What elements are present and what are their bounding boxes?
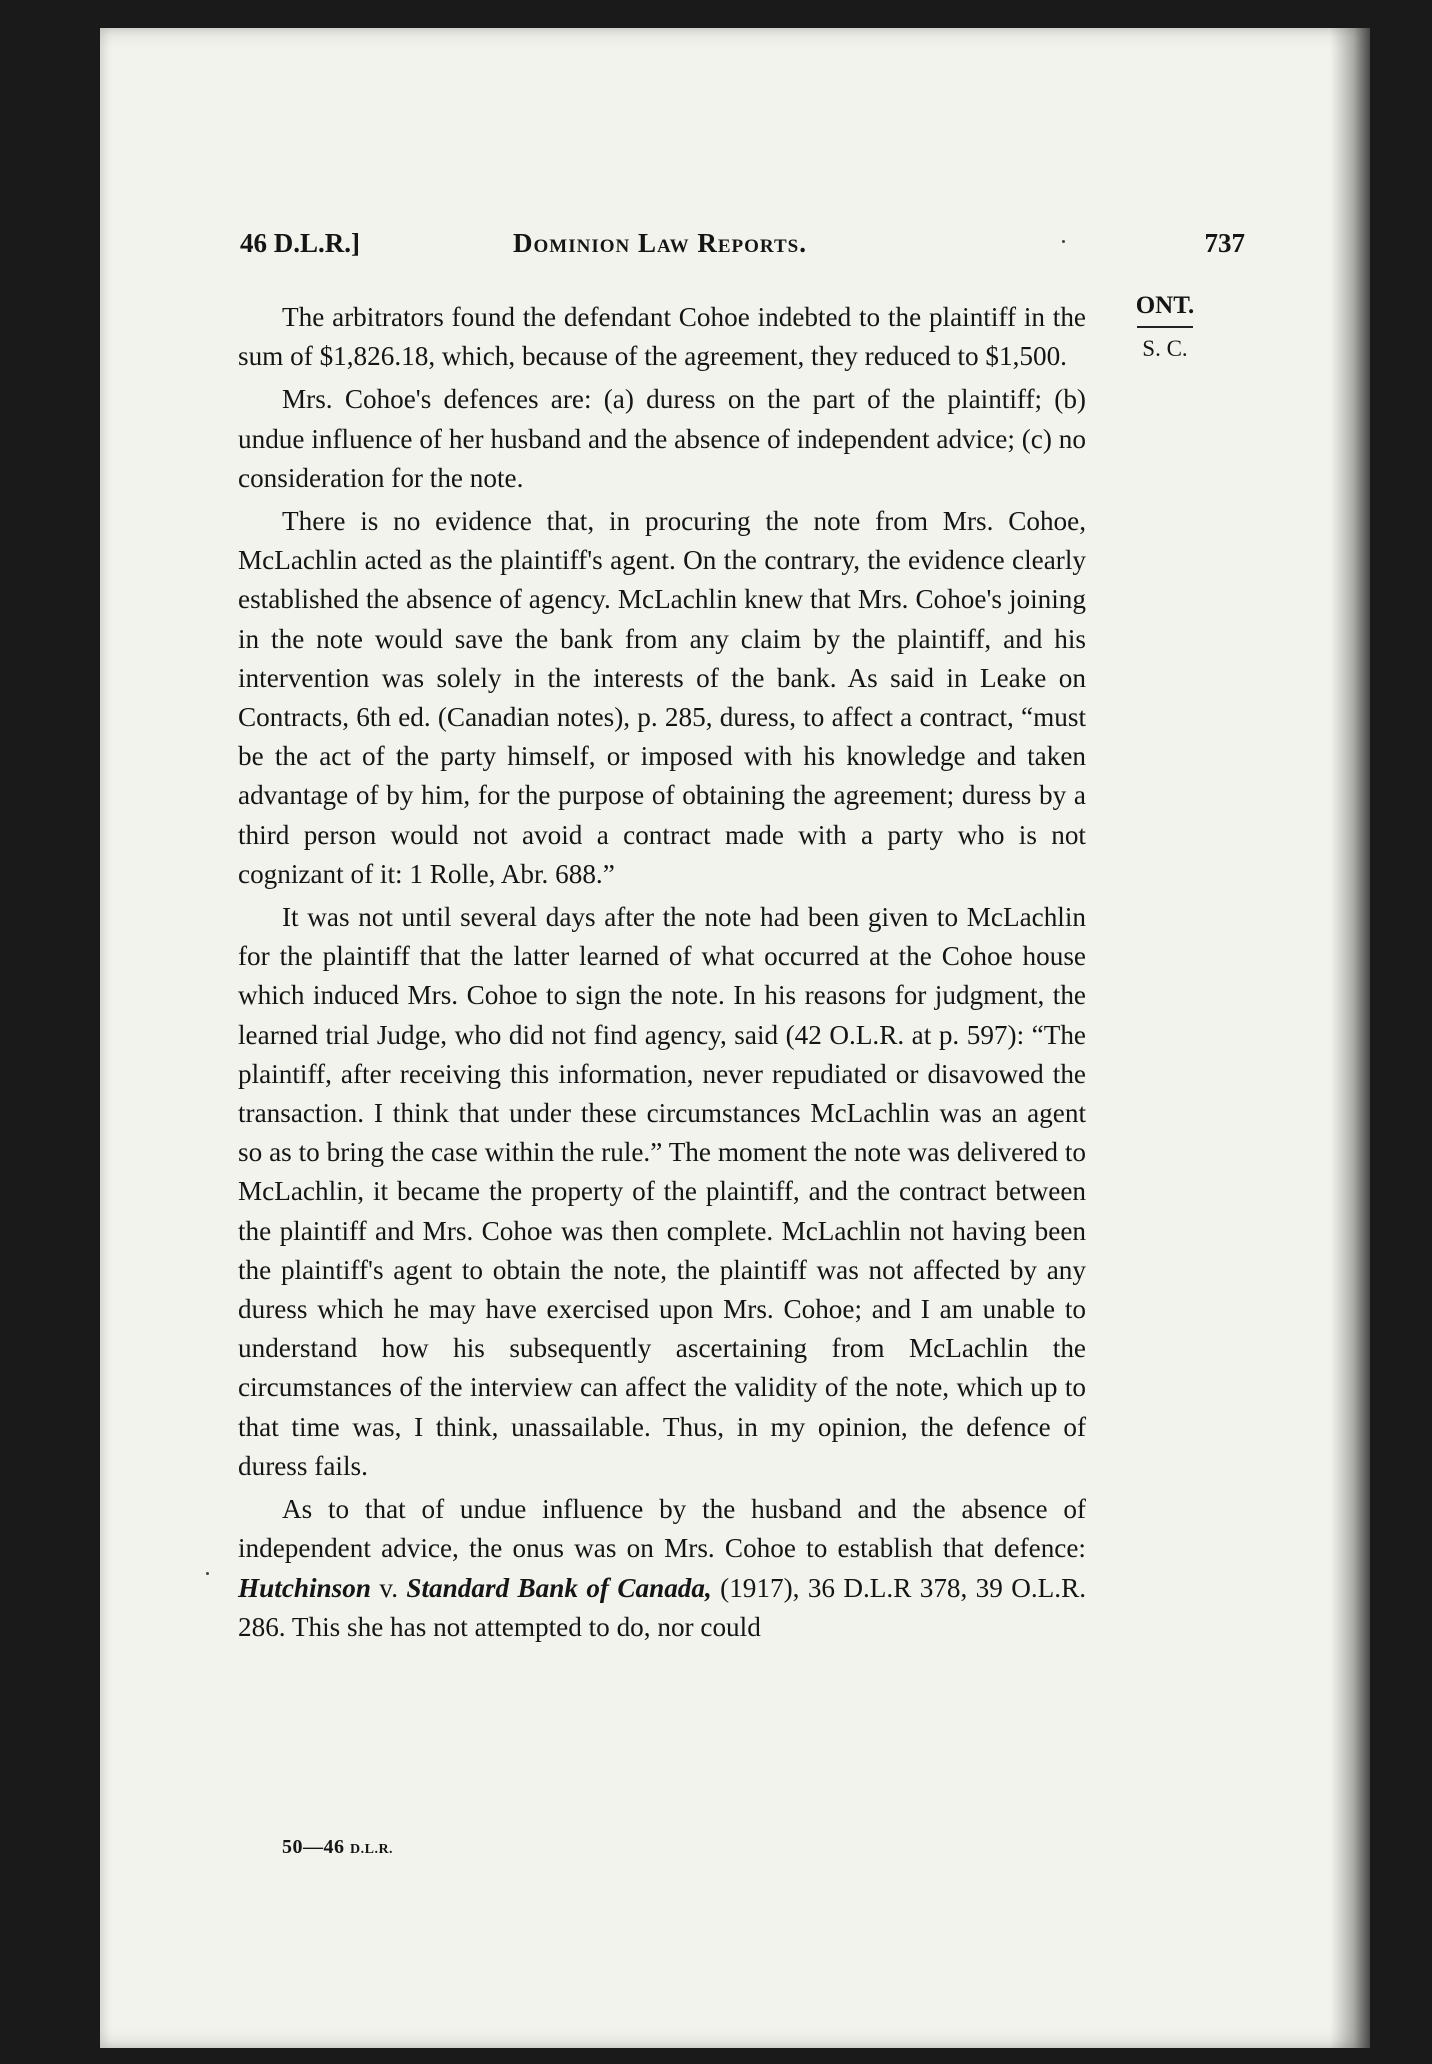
paragraph: The arbitrators found the defendant Cohoe indebted to the plaintiff in the sum of $1,826.18, which, because of the agreement, they reduced to $1,500.: [238, 302, 1086, 372]
paragraph: It was not until several days after the note had been given to McLachlin for the plaintiff that the latter learned of what occurred at the Cohoe house which induced Mrs. Cohoe to sign the note. In his reasons for judgment, the learned trial Judge, who did not find agency, said (42 O.L.R. at p. 597): “The plaintiff, after receiving this information, never repudiated or disavowed the transaction. I think that under these circumstances McLachlin was an agent so as to bring the case within the rule.” The moment the note was delivered to McLachlin, it became the property of the plaintiff, and the contract between the plaintiff and Mrs. Cohoe was then complete. McLachlin not having been the plaintiff's agent to obtain the note, the plaintiff was not affected by any duress which he may have exercised upon Mrs. Cohoe; and I am unable to understand how his subsequently ascertaining from McLachlin the circumstances of the interview can affect the validity of the note, which up to that time was, I think, unassailable. Thus, in my opinion, the defence of duress fails.: [238, 902, 1086, 1481]
paragraph-last: [238, 1490, 1086, 1647]
paragraph: Mrs. Cohoe's defences are: (a) duress on the part of the plaintiff; (b) undue influence of her husband and the absence of independent advice; (c) no consideration for the note.: [238, 384, 1086, 493]
book-spine-shadow: [1330, 28, 1370, 2048]
court-level: S. C.: [1142, 336, 1188, 361]
paragraph-text: (1917), 36 D.L.R 378, 39 O.L.R. 286. This she has not attempted to do, nor could: [238, 1572, 1087, 1642]
margin-note: [1120, 292, 1210, 362]
body-text: [238, 298, 1086, 1651]
case-name-party-a: Hutchinson: [238, 1572, 371, 1603]
print-speck: [206, 1572, 209, 1575]
page-number: 737: [1204, 228, 1245, 258]
signature-mark: [282, 1836, 393, 1859]
court-province: ONT.: [1135, 292, 1195, 319]
signature-series: D.L.R.: [350, 1842, 394, 1857]
versus: v.: [370, 1572, 407, 1603]
paragraph-text: As to that of undue influence by the husband and the absence of independent advice, the onus was on Mrs. Cohoe to establish that defence:: [238, 1494, 1086, 1564]
print-speck: [1062, 240, 1065, 243]
running-header: [240, 228, 1245, 268]
margin-rule: [1137, 326, 1193, 328]
report-title: Dominion Law Reports.: [513, 228, 807, 258]
case-name-party-b: Standard Bank of Canada,: [406, 1572, 712, 1603]
signature-number: 50—46: [282, 1836, 345, 1858]
paragraph: There is no evidence that, in procuring the note from Mrs. Cohoe, McLachlin acted as the plaintiff's agent. On the contrary, the evidence clearly established the absence of agency. McLachlin knew that Mrs. Cohoe's joining in the note would save the bank from any claim by the plaintiff, and his intervention was solely in the interests of the bank. As said in Leake on Contracts, 6th ed. (Canadian notes), p. 285, duress, to affect a contract, “must be the act of the party himself, or imposed with his knowledge and taken advantage of by him, for the purpose of obtaining the agreement; duress by a third person would not avoid a contract made with a party who is not cognizant of it: 1 Rolle, Abr. 688.”: [238, 506, 1086, 889]
volume-reference: 46 D.L.R.]: [240, 228, 360, 258]
